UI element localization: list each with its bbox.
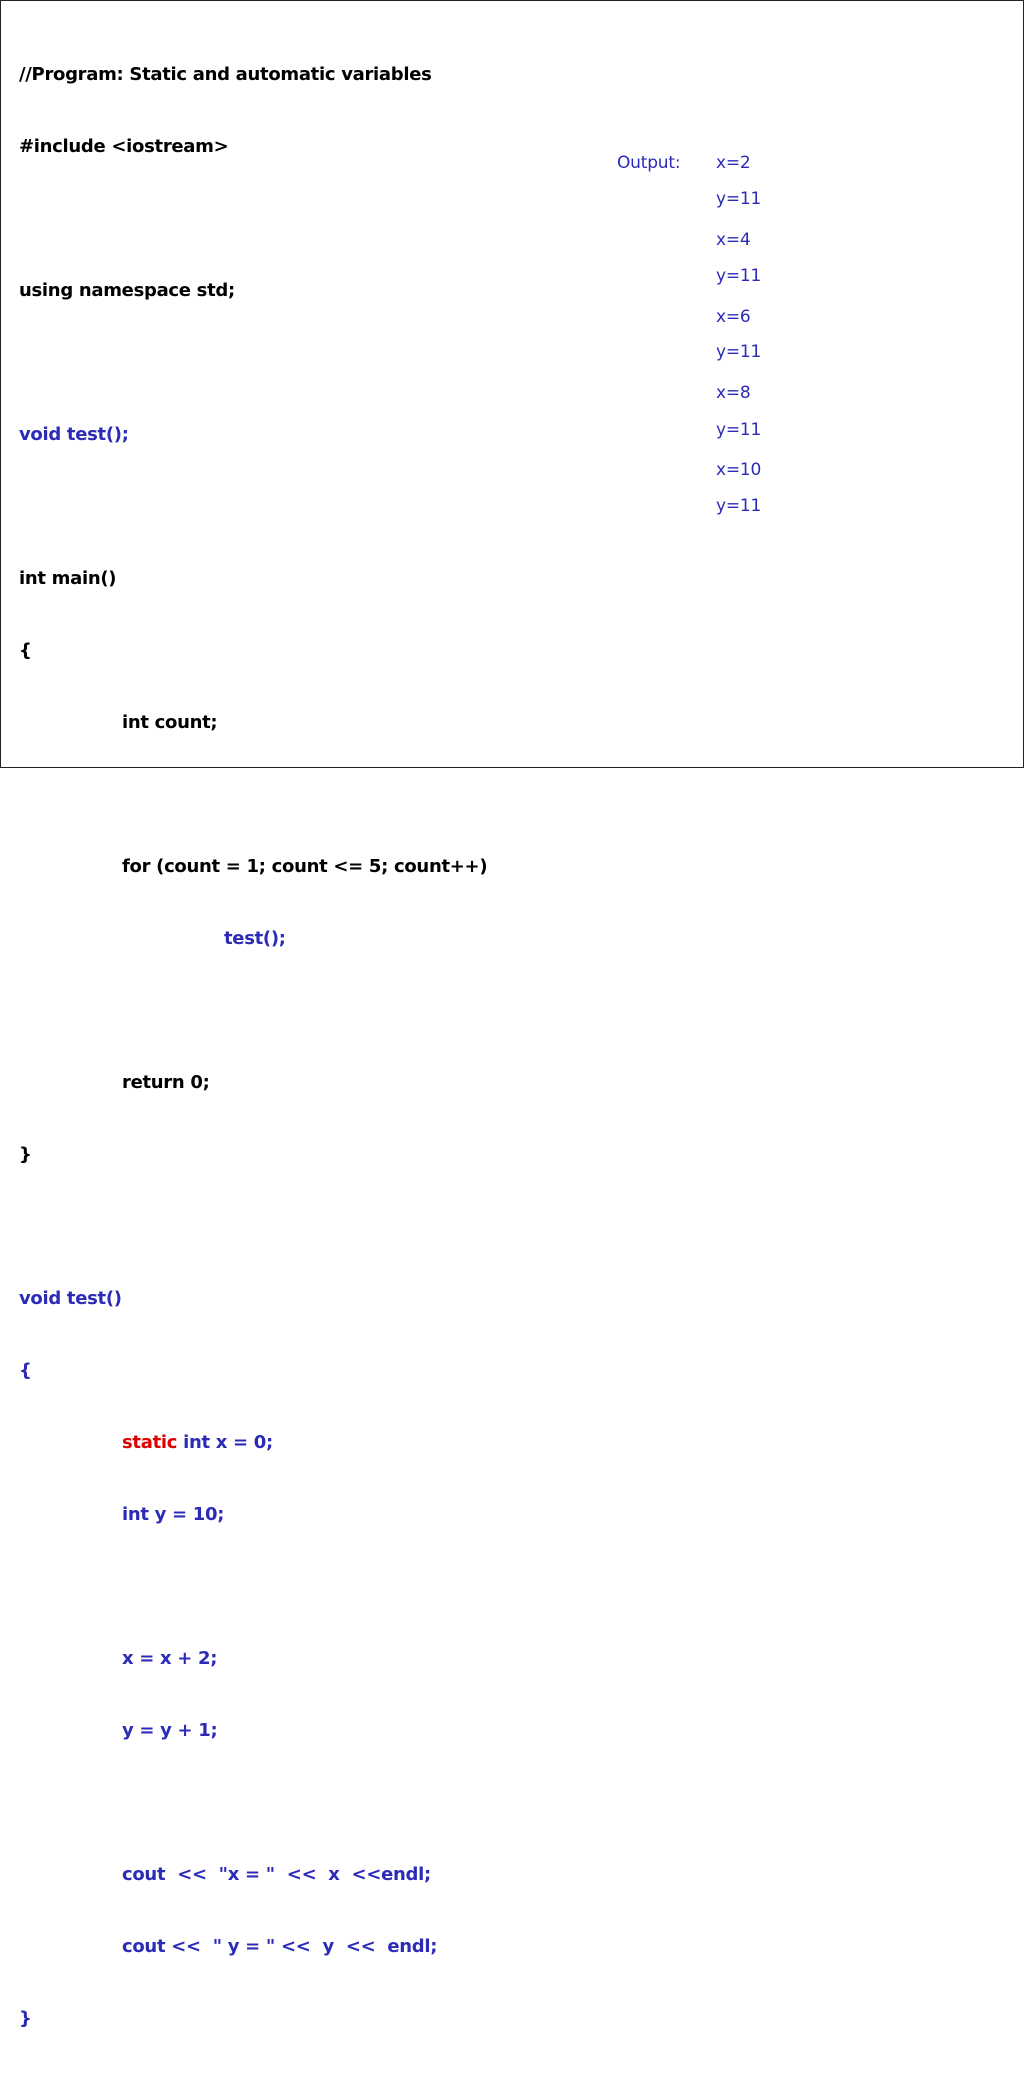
output-line: x=10 — [716, 460, 762, 480]
output-label: Output: — [617, 153, 681, 173]
code-count-declaration-line: int count; — [122, 712, 218, 733]
code-test-close-brace: } — [19, 2008, 32, 2029]
output-line: y=11 — [716, 189, 762, 209]
output-line: x=2 — [716, 153, 751, 173]
code-return-line: return 0; — [122, 1072, 210, 1093]
code-static-declaration-line — [19, 1431, 487, 1455]
code-prototype-line: void test(); — [19, 424, 129, 445]
code-test-open-brace: { — [19, 1360, 32, 1381]
code-blank-line — [19, 495, 487, 519]
code-cout-x-line: cout << "x = " << x <<endl; — [122, 1864, 431, 1885]
code-main-open-brace: { — [19, 640, 32, 661]
output-line: y=11 — [716, 266, 762, 286]
code-test-signature-line: void test() — [19, 1288, 122, 1309]
output-line: x=4 — [716, 230, 751, 250]
code-comment-line: //Program: Static and automatic variables — [19, 64, 432, 85]
code-blank-line — [19, 1575, 487, 1599]
code-blank-line — [19, 783, 487, 807]
code-blank-line — [19, 999, 487, 1023]
output-line: y=11 — [716, 496, 762, 516]
static-declaration-rest: int x = 0; — [177, 1432, 273, 1453]
code-blank-line — [19, 207, 487, 231]
code-listing — [19, 15, 487, 2079]
code-x-increment-line: x = x + 2; — [122, 1648, 218, 1669]
code-main-close-brace: } — [19, 1144, 32, 1165]
code-main-signature-line: int main() — [19, 568, 117, 589]
code-y-increment-line: y = y + 1; — [122, 1720, 218, 1741]
output-line: x=6 — [716, 307, 751, 327]
code-y-declaration-line: int y = 10; — [122, 1504, 225, 1525]
code-blank-line — [19, 1215, 487, 1239]
code-cout-y-line: cout << " y = " << y << endl; — [122, 1936, 438, 1957]
code-blank-line — [19, 1791, 487, 1815]
code-include-line: #include <iostream> — [19, 136, 229, 157]
output-line: x=8 — [716, 383, 751, 403]
code-for-loop-line: for (count = 1; count <= 5; count++) — [122, 856, 488, 877]
output-line: y=11 — [716, 420, 762, 440]
code-test-call-line: test(); — [224, 928, 286, 949]
code-blank-line — [19, 351, 487, 375]
output-line: y=11 — [716, 342, 762, 362]
code-using-line: using namespace std; — [19, 280, 235, 301]
static-keyword: static — [122, 1432, 178, 1453]
